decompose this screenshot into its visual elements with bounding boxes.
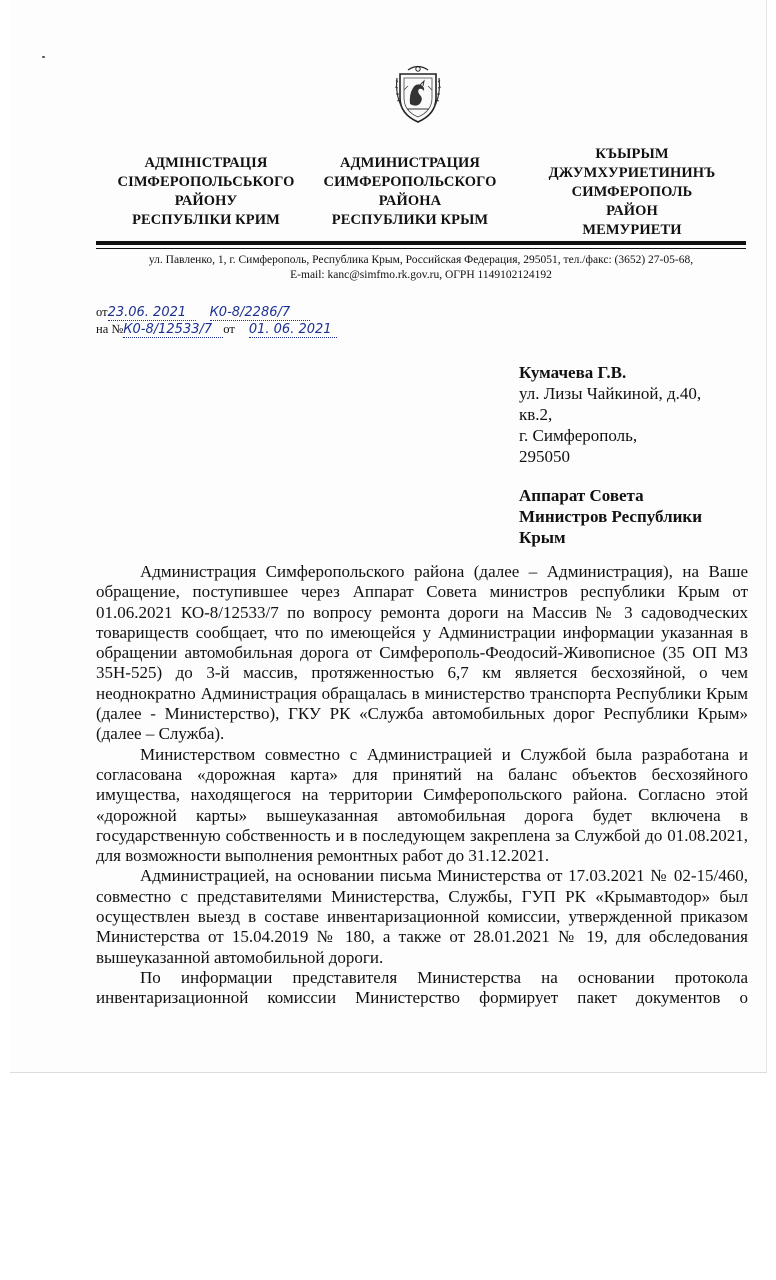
header-line: ДЖУМХУРИЕТИНИНЪ xyxy=(548,165,716,181)
letter-body xyxy=(96,562,748,1009)
recipient-address-line: ул. Лизы Чайкиной, д.40, xyxy=(519,384,702,403)
header-divider-thick xyxy=(96,241,746,245)
body-paragraph: Администрация Симферопольского района (далее – Администрация), на Ваше обращение, поступившее через Аппарат Совета министров республики Крым от 01.06.2021 КО-8/12533/7 по вопросу ремонта дороги на Массив № 3 садоводческих товариществ сообщает, что по имеющейся у Администрации информации указанная в обращении автомобильная дорога от Симферополь-Феодосий-Живописное (35 ОП МЗ 35Н-525) до 3-й массив, протяженностью 6,7 км является бесхозяйной, о чем неоднократно Администрация обращалась в министерство транспорта Республики Крым (далее - Министерство), ГКУ РК «Служба автомобильных дорог Республики Крым» (далее – Служба). xyxy=(96,562,748,744)
recipient-address-line: г. Симферополь, xyxy=(519,426,638,445)
header-divider-thin xyxy=(96,248,746,249)
recipient-address-line: кв.2, xyxy=(519,405,553,424)
body-paragraph: Министерством совместно с Администрацией и Службой была разработана и согласована «дорожная карта» для принятий на баланс объектов бесхозяйного имущества, находящегося на территории Симферопольского района. Согласно этой «дорожной карты» вышеуказанная автомобильная дорога будет включена в государственную собственность и в последующем закреплена за Службой до 01.08.2021, для возможности выполнения ремонтных работ до 31.12.2021. xyxy=(96,744,748,866)
recipient-secondary xyxy=(519,485,702,548)
contact-line: ул. Павленко, 1, г. Симферополь, Республика Крым, Российская Федерация, 295051, тел./факс: (3652) 27-05-68, xyxy=(148,254,694,266)
body-paragraph: По информации представителя Министерства на основании протокола инвентаризационной комиссии Министерство формирует пакет документов о xyxy=(96,967,748,1008)
reply-date-handwritten: 01. 06. 2021 xyxy=(249,322,337,338)
reply-prefix: на № xyxy=(96,322,124,336)
contact-details xyxy=(96,253,746,283)
recipient-org-line: Крым xyxy=(519,528,566,547)
header-line: СИМФЕРОПОЛЬ xyxy=(571,184,693,200)
incoming-reference xyxy=(96,320,337,338)
ref-prefix: от xyxy=(96,305,108,319)
recipient-primary xyxy=(519,362,701,467)
header-line: МЕМУРИЕТИ xyxy=(582,222,682,238)
reply-from-prefix: от xyxy=(223,322,235,336)
recipient-org-line: Аппарат Совета xyxy=(519,486,644,505)
contact-line: E-mail: kanc@simfmo.rk.gov.ru, ОГРН 1149102124192 xyxy=(290,269,552,281)
header-ukrainian xyxy=(106,154,306,230)
header-russian xyxy=(310,154,510,230)
crimea-coat-of-arms-icon xyxy=(394,64,442,126)
header-crimean-tatar xyxy=(532,145,732,240)
header-line: РАЙОНА xyxy=(378,193,442,209)
header-line: РЕСПУБЛІКИ КРИМ xyxy=(132,212,280,228)
header-line: АДМІНІСТРАЦІЯ xyxy=(144,155,268,171)
ref-date-handwritten: 23.06. 2021 xyxy=(108,305,196,321)
body-paragraph: Администрацией, на основании письма Министерства от 17.03.2021 № 02-15/460, совместно с представителями Министерства, Службы, ГУП РК «Крымавтодор» был осуществлен выезд в составе инвентаризационной комиссии, утвержденной приказом Министерства от 15.04.2019 № 180, а также от 28.01.2021 № 19, для обследования вышеуказанной автомобильной дороги. xyxy=(96,866,748,967)
reply-number-handwritten: К0-8/12533/7 xyxy=(123,322,223,338)
header-line: КЪЫРЫМ xyxy=(595,146,669,162)
recipient-org-line: Министров Республики xyxy=(519,507,703,526)
recipient-name: Кумачева Г.В. xyxy=(519,363,627,382)
header-line: АДМИНИСТРАЦИЯ xyxy=(340,155,480,171)
scan-speck xyxy=(42,56,45,58)
header-line: РАЙОНУ xyxy=(174,193,238,209)
header-line: СИМФЕРОПОЛЬСКОГО xyxy=(323,174,497,190)
header-line: РАЙОН xyxy=(606,203,658,219)
header-line: СІМФЕРОПОЛЬСЬКОГО xyxy=(117,174,295,190)
ref-number-handwritten: К0-8/2286/7 xyxy=(210,305,310,321)
letter-page xyxy=(10,0,767,1073)
outgoing-reference xyxy=(96,303,310,321)
recipient-address-line: 295050 xyxy=(519,447,570,466)
header-line: РЕСПУБЛИКИ КРЫМ xyxy=(331,212,489,228)
